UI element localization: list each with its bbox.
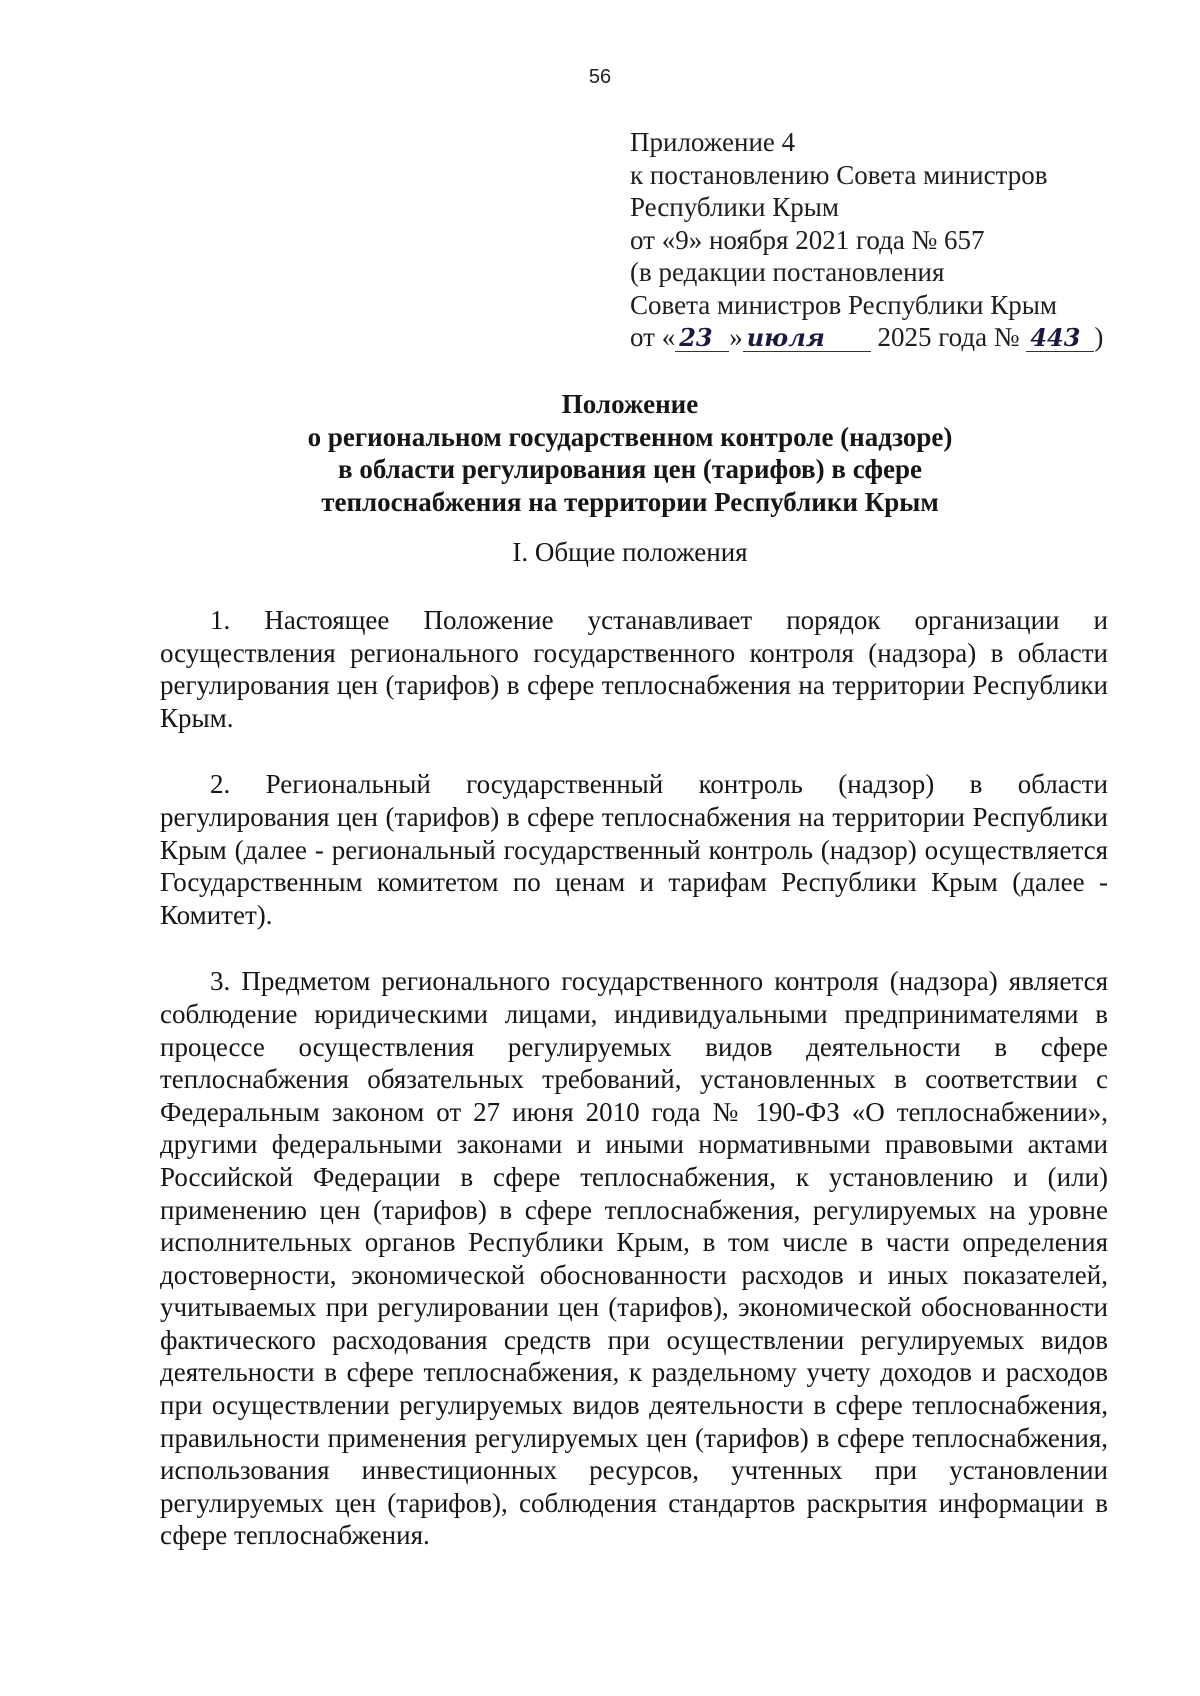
paragraph-1: 1. Настоящее Положение устанавливает порядок организации и осуществления регионального государственного контроля (надзора) в области регулирования цен (тарифов) в сфере теплоснабжения на территории Республики Крым.	[160, 605, 1108, 733]
appendix-line: к постановлению Совета министров	[630, 159, 1048, 190]
appendix-line: от «9» ноября 2021 года № 657	[630, 224, 985, 255]
date-suffix: )	[1094, 322, 1104, 352]
handwritten-number: 443	[1026, 325, 1094, 352]
handwritten-month: июля	[743, 325, 871, 352]
title-line: о региональном государственном контроле (надзоре)	[307, 421, 953, 452]
section-heading: I. Общие положения	[512, 537, 748, 567]
appendix-date-line	[630, 321, 1130, 354]
document-title	[140, 388, 1120, 518]
date-prefix: от «	[630, 322, 676, 352]
document-body	[160, 604, 1108, 1586]
appendix-line: (в редакции постановления	[630, 257, 945, 287]
appendix-line: Республики Крым	[630, 192, 839, 222]
title-line: Положение	[561, 389, 699, 419]
date-quote-close: »	[729, 322, 743, 352]
appendix-block	[630, 126, 1130, 354]
title-line: в области регулирования цен (тарифов) в сфере	[337, 454, 922, 485]
appendix-line: Приложение 4	[630, 127, 796, 157]
paragraph-2: 2. Региональный государственный контроль (надзор) в области регулирования цен (тарифов) в сфере теплоснабжения на территории Республики Крым (далее - региональный государственный контроль (надзор) осуществляется Государственным комитетом по ценам и тарифам Республики Крым (далее - Комитет).	[160, 769, 1108, 930]
paragraph-3: 3. Предметом регионального государственного контроля (надзора) является соблюдение юридическими лицами, индивидуальными предпринимателями в процессе осуществления регулируемых видов деятельности в сфере теплоснабжения обязательных требований, установленных в соответствии с Федеральным законом от 27 июня 2010 года № 190-ФЗ «О теплоснабжении», другими федеральными законами и иными нормативными правовыми актами Российской Федерации в сфере теплоснабжения, к установлению и (или) применению цен (тарифов) в сфере теплоснабжения, регулируемых на уровне исполнительных органов Республики Крым, в том числе в части определения достоверности, экономической обоснованности расходов и иных показателей, учитываемых при регулировании цен (тарифов), экономической обоснованности фактического расходования средств при осуществлении регулируемых видов деятельности в сфере теплоснабжения, к раздельному учету доходов и расходов при осуществлении регулируемых видов деятельности в сфере теплоснабжения, правильности применения регулируемых цен (тарифов) в сфере теплоснабжения, использования инвестиционных ресурсов, учтенных при установлении регулируемых цен (тарифов), соблюдения стандартов раскрытия информации в сфере теплоснабжения.	[160, 966, 1108, 1551]
page-number: 56	[588, 66, 612, 88]
title-line: теплоснабжения на территории Республики Крым	[321, 486, 939, 517]
handwritten-day: 23	[675, 325, 729, 352]
date-middle: 2025 года №	[870, 322, 1027, 352]
appendix-line: Совета министров Республики Крым	[630, 289, 1057, 320]
